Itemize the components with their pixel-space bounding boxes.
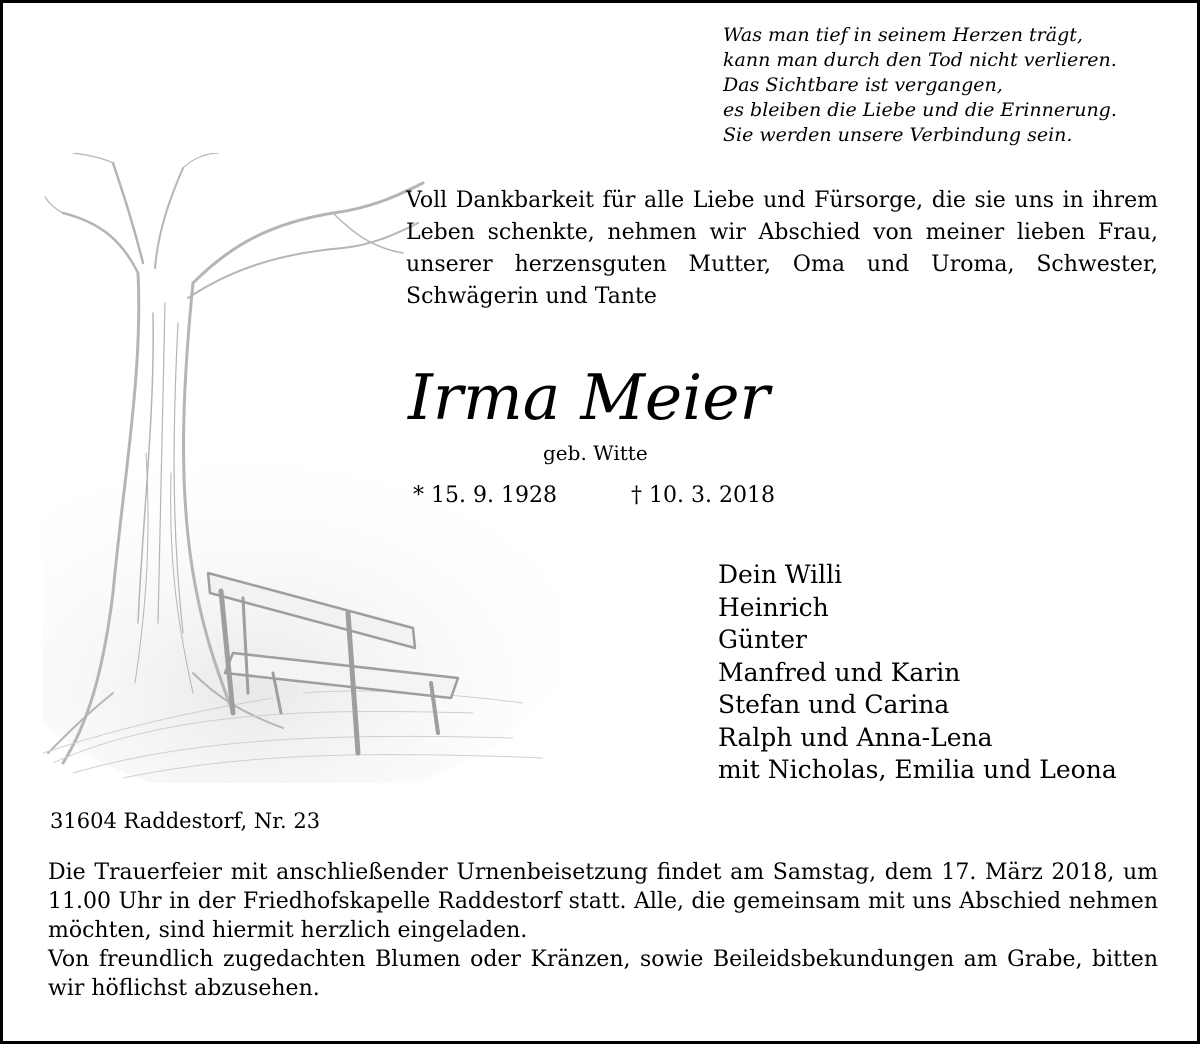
funeral-notice [48, 858, 1158, 1003]
mourner-entry: Günter [718, 625, 807, 654]
mourners-list [718, 559, 1117, 787]
intro-text: Voll Dankbarkeit für alle Liebe und Fürsorge, die sie uns in ihrem Leben schenkte, nehmen wir Abschied von meiner lieben Frau, unserer herzensguten Mutter, Oma und Uroma, Schwester, Schwägerin und Tante [406, 188, 1158, 309]
funeral-details: Die Trauerfeier mit anschließender Urnenbeisetzung findet am Samstag, dem 17. März 2018, um 11.00 Uhr in der Friedhofskapelle Raddestorf statt. Alle, die gemeinsam mit uns Abschied nehmen möchten, sind hiermit herzlich eingeladen. [48, 860, 1158, 943]
flowers-request: Von freundlich zugedachten Blumen oder Kränzen, sowie Beileidsbekundungen am Grabe, bitten wir höflichst abzusehen. [48, 947, 1158, 1001]
poem-line: es bleiben die Liebe und die Erinnerung. [723, 99, 1117, 121]
poem-line: Das Sichtbare ist vergangen, [723, 74, 1003, 96]
deceased-name: Irma Meier [408, 361, 770, 434]
mourner-entry: Dein Willi [718, 560, 843, 589]
birth-date: * 15. 9. 1928 [413, 483, 557, 508]
poem-line: Sie werden unsere Verbindung sein. [723, 124, 1073, 146]
mourner-entry: Ralph und Anna-Lena [718, 722, 993, 752]
maiden-name: geb. Witte [543, 441, 648, 465]
mourner-entry: Heinrich [718, 592, 829, 622]
death-date: † 10. 3. 2018 [631, 483, 775, 508]
mourner-entry: mit Nicholas, Emilia und Leona [718, 755, 1117, 784]
mourner-entry: Stefan und Carina [718, 690, 950, 719]
mourner-entry: Manfred und Karin [718, 657, 961, 687]
poem-line: kann man durch den Tod nicht verlieren. [723, 49, 1117, 71]
memorial-poem [723, 23, 1183, 148]
family-address: 31604 Raddestorf, Nr. 23 [50, 809, 321, 833]
poem-line: Was man tief in seinem Herzen trägt, [723, 24, 1083, 46]
